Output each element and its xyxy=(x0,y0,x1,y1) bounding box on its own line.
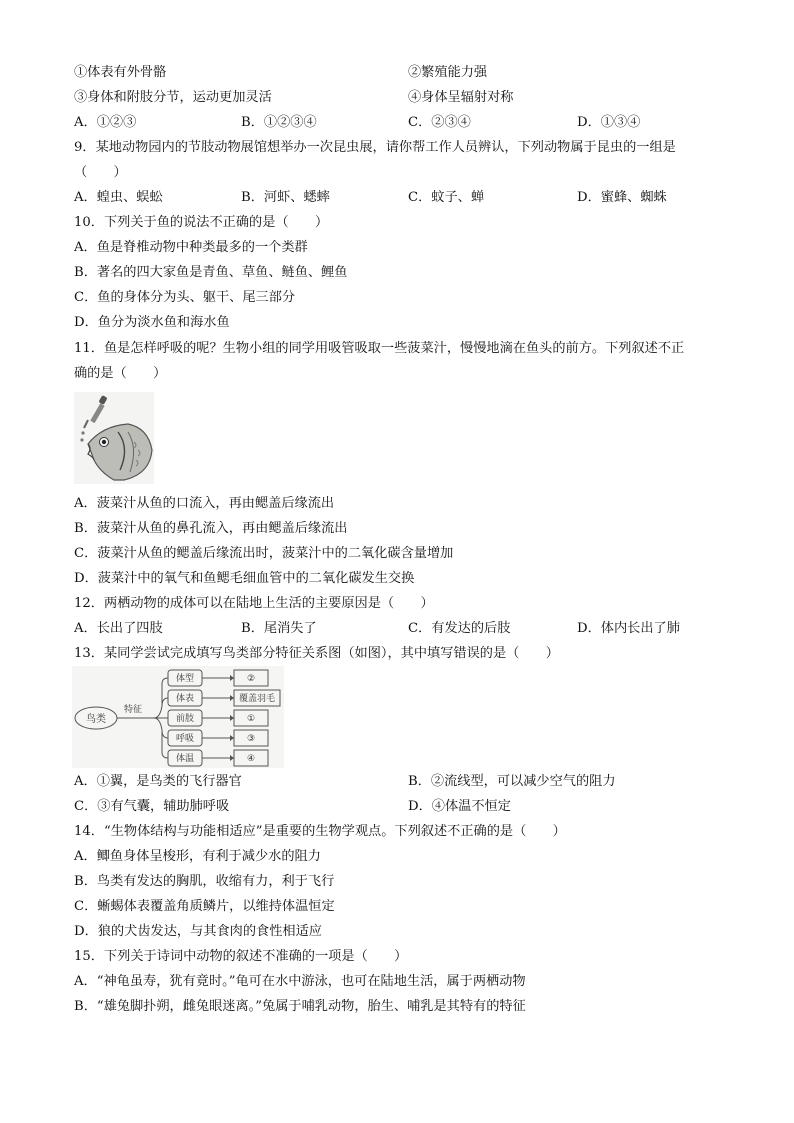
diagram-answer-surface: 覆盖羽毛 xyxy=(238,694,276,704)
diagram-label-breathing: 呼吸 xyxy=(175,734,195,744)
q14-option-d[interactable]: D．狼的犬齿发达，与其食肉的食性相适应 xyxy=(74,924,322,939)
q8-item-2: ②繁殖能力强 xyxy=(408,65,488,80)
q12-option-c[interactable]: C．有发达的后肢 xyxy=(408,621,511,636)
q14-option-b[interactable]: B．鸟类有发达的胸肌，收缩有力，利于飞行 xyxy=(74,874,335,889)
q14-option-c[interactable]: C．蜥蜴体表覆盖角质鳞片，以维持体温恒定 xyxy=(74,899,335,914)
q14-stem: 14．“生物体结构与功能相适应”是重要的生物学观点。下列叙述不正确的是（ ） xyxy=(74,824,566,839)
q9-option-a[interactable]: A．蝗虫、蜈蚣 xyxy=(74,190,163,205)
bird-features-diagram xyxy=(72,666,284,768)
q10-option-a[interactable]: A．鱼是脊椎动物中种类最多的一个类群 xyxy=(74,240,308,255)
q9-stem-bracket: （ ） xyxy=(74,165,127,180)
diagram-label-temperature: 体温 xyxy=(175,754,195,764)
q9-stem: 9．某地动物园内的节肢动物展馆想举办一次昆虫展，请你帮工作人员辨认，下列动物属于昆虫的一组是 xyxy=(74,140,676,155)
q8-options xyxy=(0,116,794,132)
q14-option-a[interactable]: A．鲫鱼身体呈梭形，有利于减少水的阻力 xyxy=(74,849,321,864)
q13-stem: 13．某同学尝试完成填写鸟类部分特征关系图（如图），其中填写错误的是（ ） xyxy=(74,646,559,661)
diagram-answer-forelimb: ① xyxy=(246,714,256,724)
q11-option-b[interactable]: B．菠菜汁从鱼的鼻孔流入，再由鳃盖后缘流出 xyxy=(74,521,348,536)
q15-option-a[interactable]: A．“神龟虽寿，犹有竟时。”龟可在水中游泳，也可在陆地生活，属于两栖动物 xyxy=(74,974,526,989)
diagram-label-surface: 体表 xyxy=(175,694,195,704)
q10-option-b[interactable]: B．著名的四大家鱼是青鱼、草鱼、鲢鱼、鲤鱼 xyxy=(74,265,348,280)
q8-item-3: ③身体和附肢分节，运动更加灵活 xyxy=(74,90,272,105)
q10-option-c[interactable]: C．鱼的身体分为头、躯干、尾三部分 xyxy=(74,290,296,305)
q15-option-b[interactable]: B．“雄兔脚扑朔，雌兔眼迷离。”兔属于哺乳动物，胎生、哺乳是其特有的特征 xyxy=(74,999,526,1014)
q13-options-row-2 xyxy=(0,800,794,816)
q11-option-d[interactable]: D．菠菜汁中的氧气和鱼鳃毛细血管中的二氧化碳发生交换 xyxy=(74,571,415,586)
q12-option-d[interactable]: D．体内长出了肺 xyxy=(577,621,680,636)
q12-option-a[interactable]: A．长出了四肢 xyxy=(74,621,163,636)
q8-option-b[interactable]: B．①②③④ xyxy=(241,115,317,130)
q11-stem: 11．鱼是怎样呼吸的呢？生物小组的同学用吸管吸取一些菠菜汁，慢慢地滴在鱼头的前方。下列叙述不正 xyxy=(74,341,685,356)
q8-item-1: ①体表有外骨骼 xyxy=(74,65,167,80)
q12-options xyxy=(0,622,794,638)
q12-stem: 12．两栖动物的成体可以在陆地上生活的主要原因是（ ） xyxy=(74,596,434,611)
diagram-edge-label: 特征 xyxy=(124,705,143,715)
q13-options-row-1 xyxy=(0,775,794,791)
q8-option-a[interactable]: A．①②③ xyxy=(74,115,137,130)
q13-option-c[interactable]: C．③有气囊，辅助肺呼吸 xyxy=(74,799,230,814)
q13-option-b[interactable]: B．②流线型，可以减少空气的阻力 xyxy=(408,774,616,789)
diagram-answer-shape: ② xyxy=(246,674,256,684)
q10-option-d[interactable]: D．鱼分为淡水鱼和海水鱼 xyxy=(74,315,230,330)
q9-option-d[interactable]: D．蜜蜂、蜘蛛 xyxy=(577,190,667,205)
q15-stem: 15．下列关于诗词中动物的叙述不准确的一项是（ ） xyxy=(74,949,408,964)
diagram-answer-temperature: ④ xyxy=(246,754,256,764)
diagram-label-shape: 体型 xyxy=(175,674,195,684)
diagram-root-label: 鸟类 xyxy=(86,714,106,725)
q10-stem: 10．下列关于鱼的说法不正确的是（ ） xyxy=(74,215,329,230)
q9-option-b[interactable]: B．河虾、蟋蟀 xyxy=(241,190,330,205)
diagram-answer-breathing: ③ xyxy=(246,734,256,744)
q8-item-4: ④身体呈辐射对称 xyxy=(408,90,514,105)
q13-option-d[interactable]: D．④体温不恒定 xyxy=(408,799,511,814)
q11-stem-cont: 确的是（ ） xyxy=(74,366,167,381)
q13-option-a[interactable]: A．①翼，是鸟类的飞行器官 xyxy=(74,774,242,789)
diagram-label-forelimb: 前肢 xyxy=(175,714,195,724)
fish-dropper-figure xyxy=(74,392,154,484)
q11-option-c[interactable]: C．菠菜汁从鱼的鳃盖后缘流出时，菠菜汁中的二氧化碳含量增加 xyxy=(74,546,454,561)
q8-items-row-2 xyxy=(0,91,794,107)
q9-options xyxy=(0,191,794,207)
q11-option-a[interactable]: A．菠菜汁从鱼的口流入，再由鳃盖后缘流出 xyxy=(74,496,335,511)
q8-option-c[interactable]: C．②③④ xyxy=(408,115,471,130)
q8-option-d[interactable]: D．①③④ xyxy=(577,115,641,130)
q8-items-row-1 xyxy=(0,66,794,82)
q9-option-c[interactable]: C．蚊子、蝉 xyxy=(408,190,485,205)
q12-option-b[interactable]: B．尾消失了 xyxy=(241,621,317,636)
